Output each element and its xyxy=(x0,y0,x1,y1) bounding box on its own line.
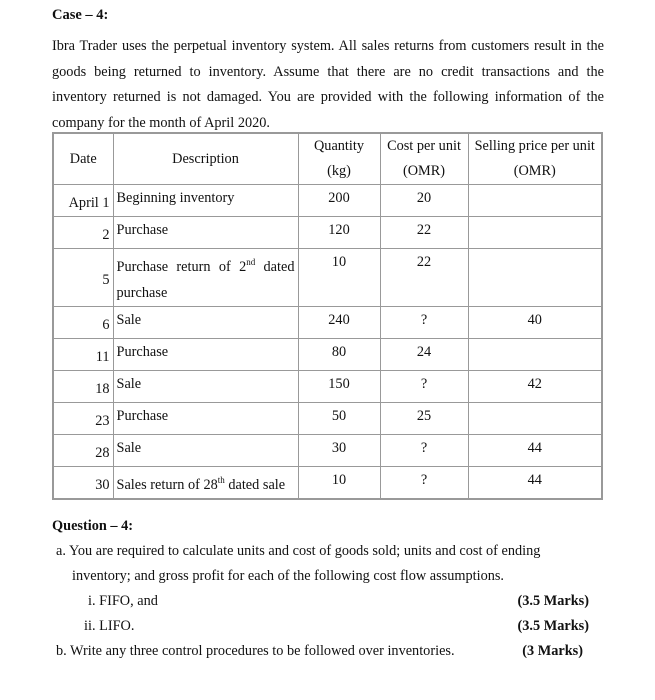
cell-quantity: 50 xyxy=(298,402,380,434)
cell-quantity: 30 xyxy=(298,434,380,466)
table-row xyxy=(53,185,602,217)
cell-description: Sale xyxy=(113,370,298,402)
header-date: Date xyxy=(53,133,113,185)
question-a-i: i. FIFO, and (3.5 Marks) xyxy=(52,589,597,614)
cell-description: Purchase xyxy=(113,402,298,434)
table-row xyxy=(53,402,602,434)
case-title: Case – 4: xyxy=(52,7,109,23)
cell-quantity: 150 xyxy=(298,370,380,402)
question-title: Question – 4: xyxy=(52,518,134,534)
cell-price xyxy=(468,185,602,217)
cell-price: 40 xyxy=(468,306,602,338)
cell-price xyxy=(468,217,602,249)
cell-cost: ? xyxy=(380,434,468,466)
cell-price xyxy=(468,402,602,434)
cell-quantity: 80 xyxy=(298,338,380,370)
inventory-table xyxy=(52,132,603,500)
header-price: Selling price per unit (OMR) xyxy=(468,133,602,185)
cell-quantity: 10 xyxy=(298,249,380,307)
marks-ii: (3.5 Marks) xyxy=(517,618,589,634)
question-a-ii: ii. LIFO. (3.5 Marks) xyxy=(52,614,597,639)
table-row xyxy=(53,338,602,370)
header-quantity: Quantity (kg) xyxy=(298,133,380,185)
cell-date: 23 xyxy=(53,402,113,434)
cell-date: 5 xyxy=(53,249,113,307)
table-row xyxy=(53,306,602,338)
question-section xyxy=(52,514,597,664)
cell-cost: ? xyxy=(380,466,468,498)
header-description: Description xyxy=(113,133,298,185)
cell-description: Purchase return of 2nd dated purchase xyxy=(113,249,298,307)
cell-description: Sale xyxy=(113,434,298,466)
table-row xyxy=(53,434,602,466)
cell-price: 44 xyxy=(468,466,602,498)
cell-price xyxy=(468,249,602,307)
cell-cost: 25 xyxy=(380,402,468,434)
cell-cost: 22 xyxy=(380,249,468,307)
cell-description: Purchase xyxy=(113,217,298,249)
cell-date: 28 xyxy=(53,434,113,466)
question-b: b. Write any three control procedures to be followed over inventories. (3 Marks) xyxy=(52,639,597,664)
cell-date: 11 xyxy=(53,338,113,370)
cell-date: 6 xyxy=(53,306,113,338)
cell-cost: 20 xyxy=(380,185,468,217)
cell-date: April 1 xyxy=(53,185,113,217)
table-row xyxy=(53,249,602,307)
question-a: a. You are required to calculate units and cost of goods sold; units and cost of ending inventory; and gross profit for each of the following cost flow assumptions. xyxy=(56,543,541,584)
table-row xyxy=(53,217,602,249)
cell-cost: 22 xyxy=(380,217,468,249)
cell-price: 42 xyxy=(468,370,602,402)
cell-cost: 24 xyxy=(380,338,468,370)
table-header-row xyxy=(53,133,602,185)
cell-description: Sales return of 28th dated sale xyxy=(113,466,298,498)
cell-date: 2 xyxy=(53,217,113,249)
header-cost: Cost per unit (OMR) xyxy=(380,133,468,185)
cell-quantity: 120 xyxy=(298,217,380,249)
cell-quantity: 200 xyxy=(298,185,380,217)
cell-quantity: 10 xyxy=(298,466,380,498)
marks-b: (3 Marks) xyxy=(522,643,583,659)
cell-cost: ? xyxy=(380,370,468,402)
cell-description: Sale xyxy=(113,306,298,338)
table-row xyxy=(53,370,602,402)
marks-i: (3.5 Marks) xyxy=(517,593,589,609)
table-row xyxy=(53,466,602,498)
intro-paragraph: Ibra Trader uses the perpetual inventory system. All sales returns from customers result in the goods being returned to inventory. Assume that there are no credit transactions and the inventory returned is not damaged. You are provided with the following information of the company for the month of April 2020. xyxy=(52,38,604,131)
cell-description: Purchase xyxy=(113,338,298,370)
cell-date: 18 xyxy=(53,370,113,402)
cell-quantity: 240 xyxy=(298,306,380,338)
cell-cost: ? xyxy=(380,306,468,338)
cell-price xyxy=(468,338,602,370)
cell-price: 44 xyxy=(468,434,602,466)
cell-date: 30 xyxy=(53,466,113,498)
cell-description: Beginning inventory xyxy=(113,185,298,217)
